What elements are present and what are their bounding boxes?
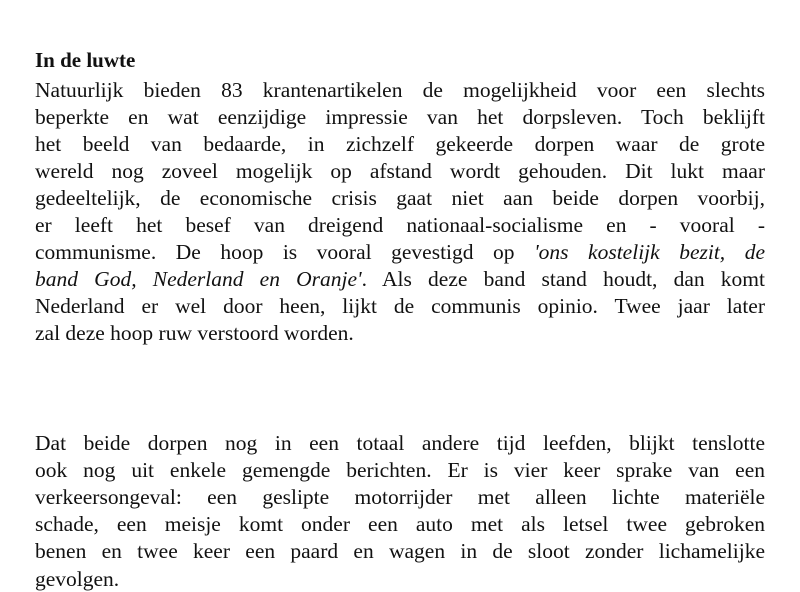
quote-text: 'ons kostelijk bezit, de [534,240,765,264]
paragraph-line: wereld nog zoveel mogelijk op afstand wordt gehouden. Dit lukt maar [35,159,765,183]
paragraph-line [35,239,765,265]
paragraph-line: schade, een meisje komt onder een auto met als letsel twee gebroken [35,512,765,536]
line-text: gevolgen. [35,567,120,591]
line-text: communisme. De hoop is vooral gevestigd op [35,240,535,264]
paragraph-line [35,266,765,292]
section-heading: In de luwte [35,48,136,72]
paragraph-line: Dat beide dorpen nog in een totaal andere tijd leefden, blijkt tenslotte [35,431,765,455]
paragraph-line: verkeersongeval: een geslipte motorrijder met alleen lichte materiële [35,485,765,509]
paragraph-line: gedeeltelijk, de economische crisis gaat niet aan beide dorpen voorbij, [35,186,765,210]
quote-text: band God, Nederland en Oranje' [35,267,362,291]
paragraph-line: het beeld van bedaarde, in zichzelf gekeerde dorpen waar de grote [35,132,765,156]
paragraph-line: er leeft het besef van dreigend nationaal-socialisme en - vooral - [35,213,765,237]
paragraph-line: beperkte en wat eenzijdige impressie van het dorpsleven. Toch beklijft [35,105,765,129]
paragraph-line: Nederland er wel door heen, lijkt de communis opinio. Twee jaar later [35,294,765,318]
paragraph-line: benen en twee keer een paard en wagen in de sloot zonder lichamelijke [35,539,765,563]
paragraph-line: Natuurlijk bieden 83 krantenartikelen de mogelijkheid voor een slechts [35,78,765,102]
cutoff-line [35,566,145,591]
paragraph-line: ook nog uit enkele gemengde berichten. Er is vier keer sprake van een [35,458,765,482]
paragraph-line: zal deze hoop ruw verstoord worden. [35,321,354,345]
line-text: . Als deze band stand houdt, dan komt [361,267,766,291]
